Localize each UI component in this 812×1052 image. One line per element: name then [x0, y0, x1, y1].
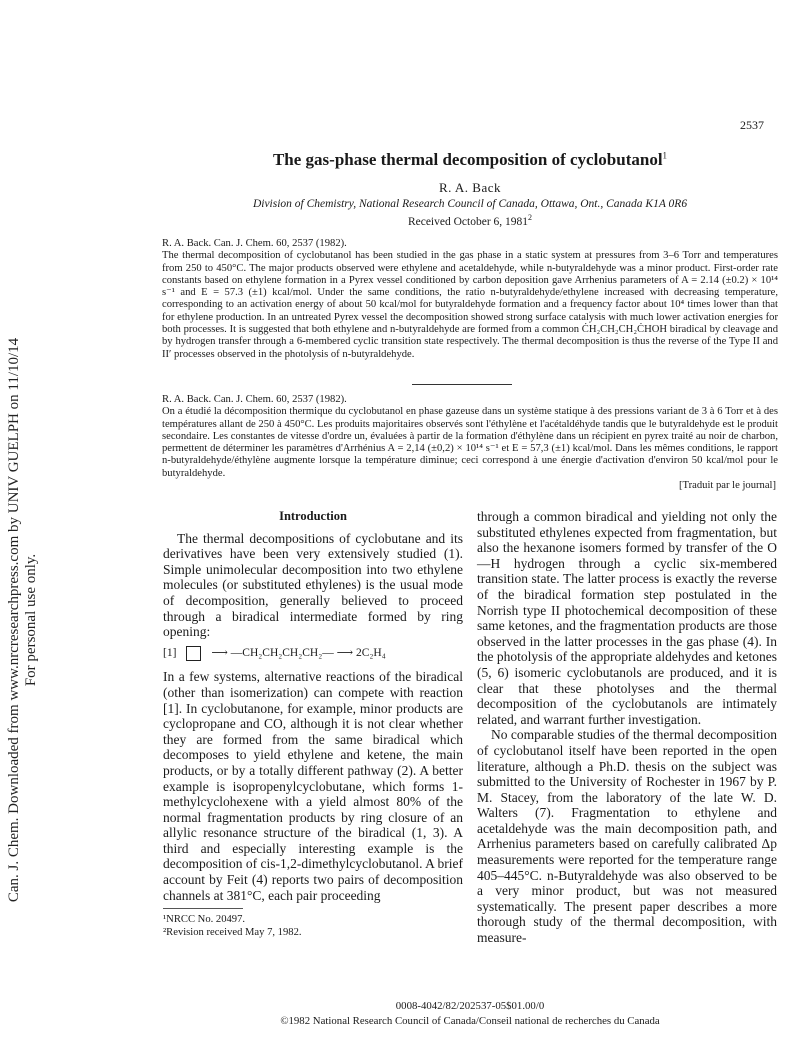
footnote-1: ¹NRCC No. 20497.	[163, 914, 246, 925]
abstract-divider	[412, 384, 512, 385]
footnotes	[163, 914, 463, 939]
author: R. A. Back	[438, 180, 502, 195]
received-date	[160, 213, 780, 228]
footnote-divider	[163, 908, 243, 909]
affiliation: Division of Chemistry, National Research Council of Canada, Ottawa, Ont., Canada K1A 0R6	[252, 198, 688, 210]
equation-text: ⟶ —CH₂CH₂CH₂CH₂— ⟶ 2C₂H₄	[211, 646, 386, 659]
abstract-english-text: The thermal decomposition of cyclobutanol has been studied in the gas phase in a static system at pressures from 3–6 Torr and temperatures from 250 to 450°C. The major products observed were ethylene and acetaldehyde, while n-butyraldehyde was a minor product. First-order rate constants based on ethylene formation in a Pyrex vessel conditioned by carbon deposition gave Arrhenius parameters of A = 2.14 (±0.2) × 10¹⁴ s⁻¹ and E = 57.3 (±1) kcal/mol. Under the same conditions, the ratio n-butyraldehyde/ethylene increased with decreasing temperature, corresponding to an activation energy of about 50 kcal/mol for butyraldehyde formation and a frequency factor about 10⁴ times lower than that for ethylene production. In an untreated Pyrex vessel the decomposition showed strong surface catalysis with much lower activation energies for both processes. It is suggested that both ethylene and n-butyraldehyde are formed from a common ĊH₂CH₂CH₂ĊHOH biradical by cleavage and by hydrogen transfer through a 6-membered cyclic transition state respectively. The thermal decomposition is thus the reverse of the Type II and II′ processes observed in the photolysis of n-butyraldehyde.	[162, 250, 778, 360]
article-title-text: The gas-phase thermal decomposition of cyclobutanol	[272, 150, 663, 169]
page-number: 2537	[740, 118, 764, 132]
download-watermark	[6, 240, 40, 1000]
abstract-english	[162, 238, 778, 361]
title-footnote-mark: 1	[662, 150, 668, 161]
section-heading-introduction: Introduction	[279, 509, 347, 523]
received-footnote-mark: 2	[528, 213, 533, 222]
translation-note: [Traduit par le journal]	[679, 480, 776, 491]
copyright-line: ©1982 National Research Council of Canada/Conseil national de recherches du Canada	[280, 1015, 660, 1027]
abstract-english-citation: R. A. Back. Can. J. Chem. 60, 2537 (1982).	[162, 238, 347, 249]
cyclobutane-square-icon	[186, 646, 201, 661]
intro-paragraph-4: No comparable studies of the thermal decomposition of cyclobutanol itself have been reported in the open literature, although a Ph.D. thesis on the subject was submitted to the University of Rochester in 1967 by P. M. Stacey, from the laboratory of the late W. D. Walters (7). Fragmentation to ethylene and acetaldehyde was the main decomposition path, and Arrhenius parameters based on carefully calibrated Δp measurements were reported for the temperature range 405–445°C. n-Butyraldehyde was also observed to be a very minor product, but was not measured systematically. The present paper describes a more thorough study of the thermal decomposition, with measure-	[477, 727, 777, 946]
equation-1	[163, 646, 463, 662]
equation-label: [1]	[163, 646, 177, 659]
right-column	[477, 509, 777, 946]
issn-code: 0008-4042/82/202537-05$01.00/0	[395, 1000, 545, 1012]
footnote-2: ²Revision received May 7, 1982.	[163, 926, 302, 938]
intro-paragraph-2: In a few systems, alternative reactions of the biradical (other than isomerization) can compete with reaction [1]. In cyclobutanone, for example, minor products are cyclopropane and CO, although it is not clear whether they are formed from the same biradical which decomposes to yield ethylene and ketene, the main products, or by a totally different pathway (2). A better example is isopropenylcyclobutane, which forms 1-methylcyclohexene with a yield almost 80% of the normal fragmentation products by ring closure of an allylic resonance structure of the biradical (1, 3). A third and especially interesting example is the decomposition of cis-1,2-dimethylcyclobutanol. A brief account by Feit (4) reports two pairs of decomposition channels at 381°C, each pair proceeding	[163, 669, 463, 903]
received-text: Received October 6, 1981	[407, 215, 529, 228]
abstract-french	[162, 394, 778, 480]
intro-paragraph-3: through a common biradical and yielding not only the substituted ethylenes expected from fragmentation, but also the hexanone isomers formed by transfer of the O—H hydrogen through a cyclic six-membered transition state. The latter process is exactly the reverse of the biradical formation step postulated in the Norrish type II photochemical decomposition of these same ketones, and the fragmentation products are those observed in the latter processes in the gas phase (4). In the photolysis of the appropriate aldehydes and ketones (5, 6) isomeric cyclobutanols are produced, and it is clear that these photolyses and the thermal decomposition of the cyclobutanols are intimately related, and warrant further investigation.	[477, 509, 777, 727]
download-watermark-line1: Can. J. Chem. Downloaded from www.nrcresearchpress.com by UNIV GUELPH on 11/10/14	[6, 337, 22, 903]
left-column	[163, 509, 463, 903]
article-title	[160, 150, 780, 170]
download-watermark-line2: For personal use only.	[23, 553, 39, 687]
abstract-french-text: On a étudié la décomposition thermique du cyclobutanol en phase gazeuse dans un système statique à des pressions variant de 3 à 6 Torr et à des températures allant de 250 à 450°C. Les produits majoritaires observés sont l'éthylène et l'acétaldéhyde tandis que le butyraldehyde est le produit secondaire. Les constantes de vitesse d'ordre un, évaluées à partir de la formation d'éthylène dans un récipient en pyrex traité au noir de charbon, permettent de déterminer les paramètres d'Arrhénius A = 2,14 (±0,2) × 10¹⁴ s⁻¹ et E = 57,3 (±1) kcal/mol. Dans les mêmes conditions, le rapport n-butyraldehyde/éthylène augmente lorsque la température diminue; ceci correspond à une énergie d'activation d'environ 50 kcal/mol pour le butyraldehyde.	[162, 406, 778, 479]
intro-paragraph-1: The thermal decompositions of cyclobutane and its derivatives have been very extensively studied (1). Simple unimolecular decomposition into two ethylene molecules (or substituted ethylenes) is the usual mode of decomposition, generally believed to proceed through a biradical intermediate formed by ring opening:	[163, 530, 463, 640]
abstract-french-citation: R. A. Back. Can. J. Chem. 60, 2537 (1982).	[162, 394, 347, 405]
